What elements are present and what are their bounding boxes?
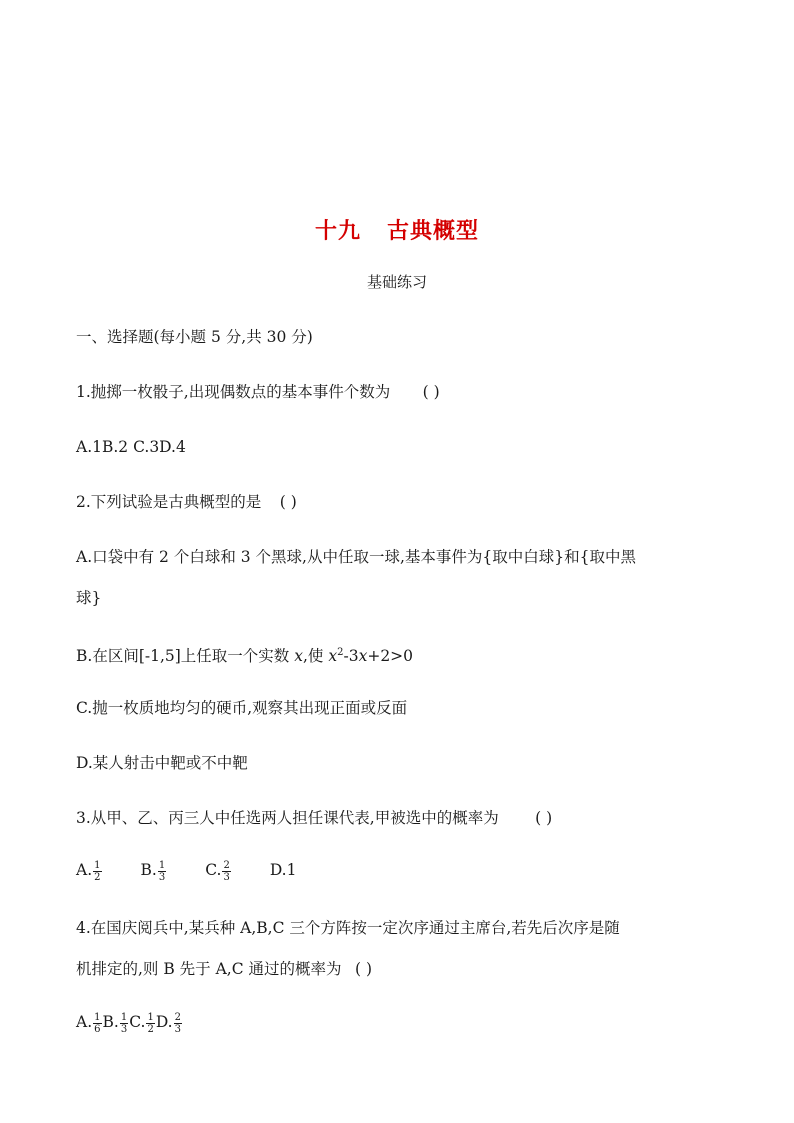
question-2-text: 2.下列试验是古典概型的是 [76,493,262,511]
variable-x: x [294,647,303,666]
question-4-options [76,1008,183,1036]
question-4-stem-line1: 4.在国庆阅兵中,某兵种 A,B,C 三个方阵按一定次序通过主席台,若先后次序是随 [76,919,620,937]
question-4-option-a: A. $\frac{1}{6}$ [76,1011,101,1035]
question-2-stem [76,491,310,513]
fraction: $\frac{1}{2}$ [147,1011,154,1035]
option-b-text: B.在区间[-1,5]上任取一个实数 [76,647,295,666]
fraction: $\frac{1}{3}$ [120,1011,128,1035]
question-3-options [76,856,296,884]
question-3-option-d: D.1 [269,861,297,879]
fraction: $\frac{2}{3}$ [223,859,230,883]
question-2-option-d: D.某人射击中靶或不中靶 [76,754,248,772]
fraction: $\frac{2}{3}$ [174,1011,181,1035]
question-3-option-c: C. $\frac{2}{3}$ [205,859,230,883]
expr-part: -3 [343,647,359,666]
question-2-option-c: C.抛一枚质地均匀的硬币,观察其出现正面或反面 [76,699,408,717]
variable-x: x [328,647,338,666]
question-3-option-b: B. $\frac{1}{3}$ [140,859,166,883]
question-1-options: A.1B.2 C.3D.4 [76,438,186,456]
question-4-answer-blank: ( ) [355,960,373,978]
question-1-text: 1.抛掷一枚骰子,出现偶数点的基本事件个数为 [76,383,391,401]
page-title [0,214,794,245]
page-subtitle: 基础练习 [366,273,427,291]
variable-x: x [358,647,368,666]
fraction: $\frac{1}{2}$ [94,859,101,883]
fraction: $\frac{1}{6}$ [94,1011,101,1035]
question-2-option-a-line2: 球} [76,589,102,607]
question-2-option-b [76,642,413,667]
question-4-text: 机排定的,则 B 先于 A,C 通过的概率为 [76,960,342,978]
question-3-text: 3.从甲、乙、丙三人中任选两人担任课代表,甲被选中的概率为 [76,809,499,827]
question-1-stem [76,381,453,403]
expr-end: +2>0 [367,647,414,666]
exponent: 2 [337,647,344,658]
question-3-answer-blank: ( ) [535,809,553,827]
fraction: $\frac{1}{3}$ [158,859,166,883]
question-4-option-d: D. $\frac{2}{3}$ [155,1011,181,1035]
question-4-stem-line2 [76,958,386,980]
question-1-answer-blank: ( ) [422,383,440,401]
option-b-text-mid: ,使 [302,647,329,666]
question-2-answer-blank: ( ) [279,493,297,511]
question-4-option-c: C. $\frac{1}{2}$ [129,1011,154,1035]
question-4-option-b: B. $\frac{1}{3}$ [102,1011,128,1035]
question-3-stem [76,807,566,829]
section-heading: 一、选择题(每小题 5 分,共 30 分) [76,328,313,346]
title-number: 十九 [314,219,361,244]
question-2-option-a-line1: A.口袋中有 2 个白球和 3 个黑球,从中任取一球,基本事件为{取中白球}和{取中黑 [76,548,636,566]
question-3-option-a: A. $\frac{1}{2}$ [76,859,101,883]
title-topic: 古典概型 [387,219,480,244]
